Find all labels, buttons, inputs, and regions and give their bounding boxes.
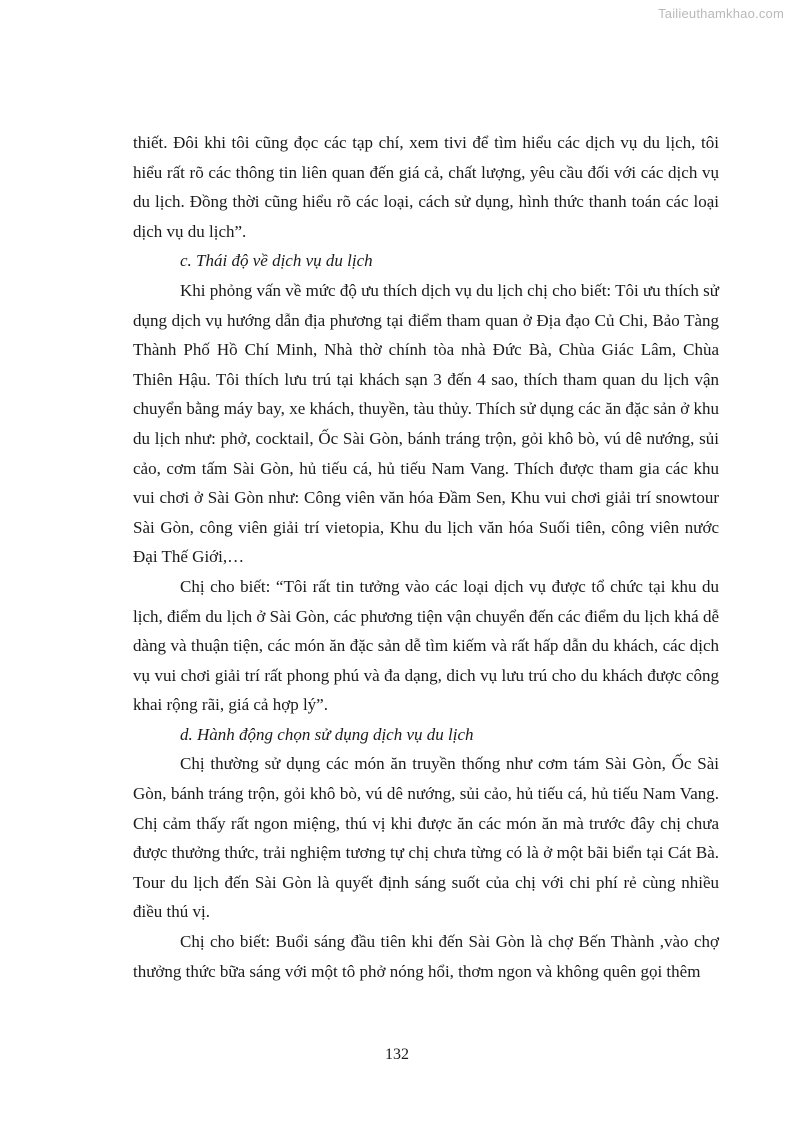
page-body (133, 128, 719, 986)
paragraph-interview-preferences: Khi phỏng vấn về mức độ ưu thích dịch vụ du lịch chị cho biết: Tôi ưu thích sử dụng dịch vụ hướng dẫn địa phương tại điểm tham quan ở Địa đạo Củ Chi, Bảo Tàng Thành Phố Hồ Chí Minh, Nhà thờ chính tòa nhà Đức Bà, Chùa Giác Lâm, Chùa Thiên Hậu. Tôi thích lưu trú tại khách sạn 3 đến 4 sao, thích tham quan du lịch vận chuyển bằng máy bay, xe khách, thuyền, tàu thủy. Thích sử dụng các ăn đặc sản ở khu du lịch như: phở, cocktail, Ốc Sài Gòn, bánh tráng trộn, gỏi khô bò, vú dê nướng, sủi cảo, cơm tấm Sài Gòn, hủ tiếu cá, hủ tiếu Nam Vang. Thích được tham gia các khu vui chơi ở Sài Gòn như: Công viên văn hóa Đầm Sen, Khu vui chơi giải trí snowtour Sài Gòn, công viên giải trí vietopia, Khu du lịch văn hóa Suối tiên, công viên nước Đại Thế Giới,… (133, 280, 719, 567)
paragraph-ben-thanh: Chị cho biết: Buổi sáng đầu tiên khi đến Sài Gòn là chợ Bến Thành ,vào chợ thưởng thức bữa sáng với một tô phở nóng hổi, thơm ngon và không quên gọi thêm (133, 932, 719, 981)
paragraph-food-experience: Chị thường sử dụng các món ăn truyền thống như cơm tám Sài Gòn, Ốc Sài Gòn, bánh tráng trộn, gỏi khô bò, vú dê nướng, sủi cảo, hủ tiếu cá, hủ tiếu Nam Vang. Chị cảm thấy rất ngon miệng, thú vị khi được ăn các món ăn mà trước đây chị chưa được thưởng thức, trải nghiệm tương tự chị chưa từng có là ở một bãi biển tại Cát Bà. Tour du lịch đến Sài Gòn là quyết định sáng suốt của chị với chi phí rẻ cùng nhiều điều thú vị. (133, 754, 719, 922)
paragraph-continuation: thiết. Đôi khi tôi cũng đọc các tạp chí, xem tivi để tìm hiểu các dịch vụ du lịch, tôi hiểu rất rõ các thông tin liên quan đến giá cả, chất lượng, yêu cầu đối với các dịch vụ du lịch. Đồng thời cũng hiểu rõ các loại, cách sử dụng, hình thức thanh toán các loại dịch vụ du lịch”. (133, 133, 719, 241)
section-heading-c: c. Thái độ về dịch vụ du lịch (180, 251, 373, 271)
watermark-text: Tailieuthamkhao.com (658, 6, 784, 21)
paragraph-quote-trust: Chị cho biết: “Tôi rất tin tưởng vào các loại dịch vụ được tổ chức tại khu du lịch, điểm du lịch ở Sài Gòn, các phương tiện vận chuyển đến các điểm du lịch khá dễ dàng và thuận tiện, các món ăn đặc sản dễ tìm kiếm và rất hấp dẫn du khách, các dịch vụ vui chơi giải trí rất phong phú và đa dạng, dich vụ lưu trú cho du khách được công khai rộng rãi, giá cả hợp lý”. (133, 576, 719, 715)
page-number: 132 (385, 1046, 409, 1063)
section-heading-d: d. Hành động chọn sử dụng dịch vụ du lịch (180, 724, 474, 744)
